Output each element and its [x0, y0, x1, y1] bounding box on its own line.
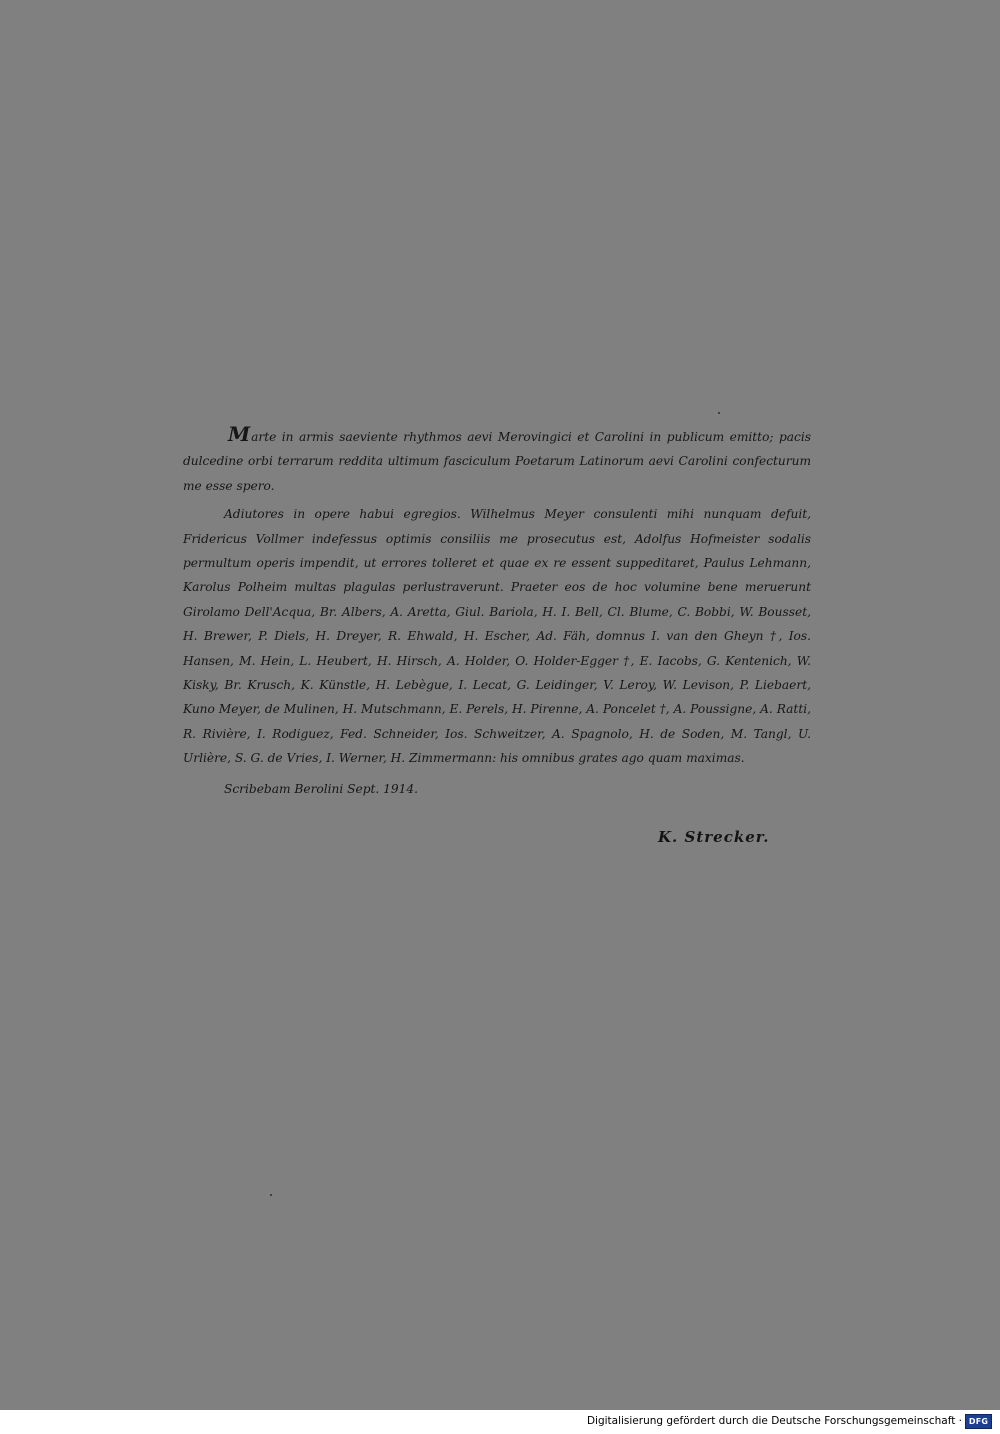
preface-text	[183, 422, 811, 801]
dfg-logo: DFG	[965, 1414, 992, 1429]
preface-paragraph-1	[183, 422, 811, 498]
dateline: Scribebam Berolini Sept. 1914.	[224, 781, 419, 796]
funding-note: Digitalisierung gefördert durch die Deutsche Forschungsgemeinschaft ·	[586, 1415, 962, 1427]
speck-mark	[718, 412, 720, 414]
speck-mark	[270, 1194, 272, 1196]
signature: K. Strecker.	[658, 828, 770, 846]
preface-paragraph-2: Adiutores in opere habui egregios. Wilhelmus Meyer consulenti mihi nunquam defuit, Fridericus Vollmer indefessus optimis consiliis me prosecutus est, Adolfus Hofmeister sodalis permultum operis impendit, ut errores tolleret et quae ex re essent suppeditaret, Paulus Lehmann, Karolus Polheim multas plagulas perlustraverunt. Praeter eos de hoc volumine bene meruerunt Girolamo Dell'Acqua, Br. Albers, A. Aretta, Giul. Bariola, H. I. Bell, Cl. Blume, C. Bobbi, W. Bousset, H. Brewer, P. Diels, H. Dreyer, R. Ehwald, H. Escher, Ad. Fäh, domnus I. van den Gheyn †, Ios. Hansen, M. Hein, L. Heubert, H. Hirsch, A. Holder, O. Holder-Egger †, E. Iacobs, G. Kentenich, W. Kisky, Br. Krusch, K. Künstle, H. Lebègue, I. Lecat, G. Leidinger, V. Leroy, W. Levison, P. Liebaert, Kuno Meyer, de Mulinen, H. Mutschmann, E. Perels, H. Pirenne, A. Poncelet †, A. Poussigne, A. Ratti, R. Rivière, I. Rodiguez, Fed. Schneider, Ios. Schweitzer, A. Spagnolo, H. de Soden, M. Tangl, U. Urlière, S. G. de Vries, I. Werner, H. Zimmermann: his omnibus grates ago quam maximas.	[183, 507, 811, 766]
paragraph-1-text: arte in armis saeviente rhythmos aevi Merovingici et Carolini in publicum emitto; pacis dulcedine orbi terrarum reddita ultimum fasciculum Poetarum Latinorum aevi Carolini confecturum me esse spero.	[183, 430, 811, 493]
footer-bar	[0, 1410, 1000, 1434]
drop-initial: M	[228, 422, 252, 446]
